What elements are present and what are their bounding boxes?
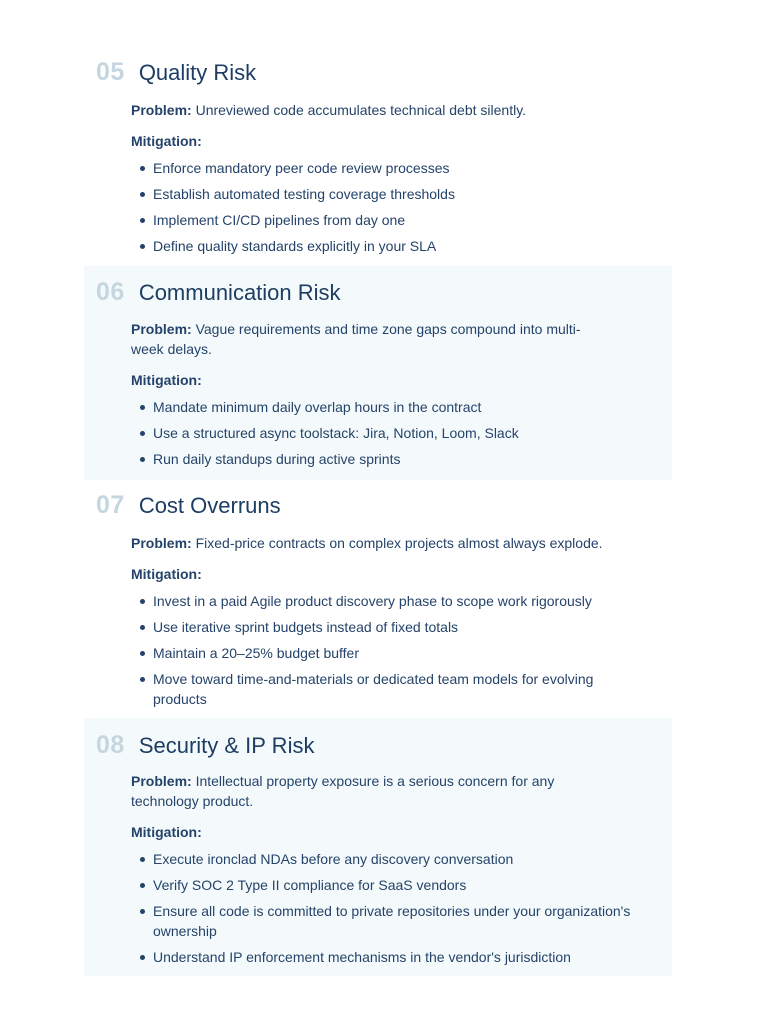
section-title: Security & IP Risk [138, 733, 315, 758]
section-title: Quality Risk [138, 60, 257, 85]
section-number: 07 [96, 491, 125, 519]
mitigation-list [131, 158, 631, 262]
list-item: Understand IP enforcement mechanisms in the vendor's jurisdiction [131, 947, 631, 967]
list-item: Implement CI/CD pipelines from day one [131, 210, 631, 230]
list-item: Define quality standards explicitly in your SLA [131, 236, 631, 256]
section-title: Cost Overruns [138, 493, 281, 518]
section-quality-risk [84, 58, 672, 262]
list-item: Enforce mandatory peer code review processes [131, 158, 631, 178]
list-item: Execute ironclad NDAs before any discovery conversation [131, 849, 631, 869]
section-heading [96, 58, 256, 88]
list-item: Establish automated testing coverage thresholds [131, 184, 631, 204]
list-item: Use iterative sprint budgets instead of fixed totals [131, 617, 631, 637]
list-item: Run daily standups during active sprints [131, 449, 631, 469]
section-cost-overruns [84, 480, 672, 716]
section-communication-risk [84, 266, 672, 480]
list-item: Ensure all code is committed to private repositories under your organization's ownership [131, 901, 631, 941]
section-title: Communication Risk [138, 280, 341, 305]
section-number: 08 [96, 731, 125, 759]
list-item: Move toward time-and-materials or dedicated team models for evolving products [131, 669, 631, 709]
section-heading [96, 278, 341, 308]
section-heading [96, 491, 281, 521]
problem-statement [131, 319, 601, 359]
problem-statement [131, 771, 601, 811]
problem-statement [131, 533, 631, 553]
list-item: Verify SOC 2 Type II compliance for SaaS vendors [131, 875, 631, 895]
section-number: 05 [96, 58, 125, 86]
section-number: 06 [96, 278, 125, 306]
problem-text: Intellectual property exposure is a serious concern for any technology product. [131, 773, 555, 809]
problem-label: Problem: [131, 321, 192, 337]
list-item: Use a structured async toolstack: Jira, Notion, Loom, Slack [131, 423, 631, 443]
problem-label: Problem: [131, 102, 192, 118]
problem-statement [131, 100, 601, 120]
problem-text: Vague requirements and time zone gaps compound into multi-week delays. [131, 321, 581, 357]
mitigation-list [131, 397, 631, 475]
section-security-ip-risk [84, 718, 672, 976]
mitigation-list [131, 849, 631, 973]
mitigation-list [131, 591, 631, 715]
section-heading [96, 731, 314, 761]
problem-text: Unreviewed code accumulates technical debt silently. [195, 102, 527, 118]
problem-label: Problem: [131, 535, 192, 551]
mitigation-label: Mitigation: [131, 133, 202, 149]
mitigation-label: Mitigation: [131, 824, 202, 840]
list-item: Maintain a 20–25% budget buffer [131, 643, 631, 663]
list-item: Invest in a paid Agile product discovery phase to scope work rigorously [131, 591, 631, 611]
problem-label: Problem: [131, 773, 192, 789]
problem-text: Fixed-price contracts on complex projects almost always explode. [195, 535, 603, 551]
list-item: Mandate minimum daily overlap hours in the contract [131, 397, 631, 417]
mitigation-label: Mitigation: [131, 372, 202, 388]
mitigation-label: Mitigation: [131, 566, 202, 582]
